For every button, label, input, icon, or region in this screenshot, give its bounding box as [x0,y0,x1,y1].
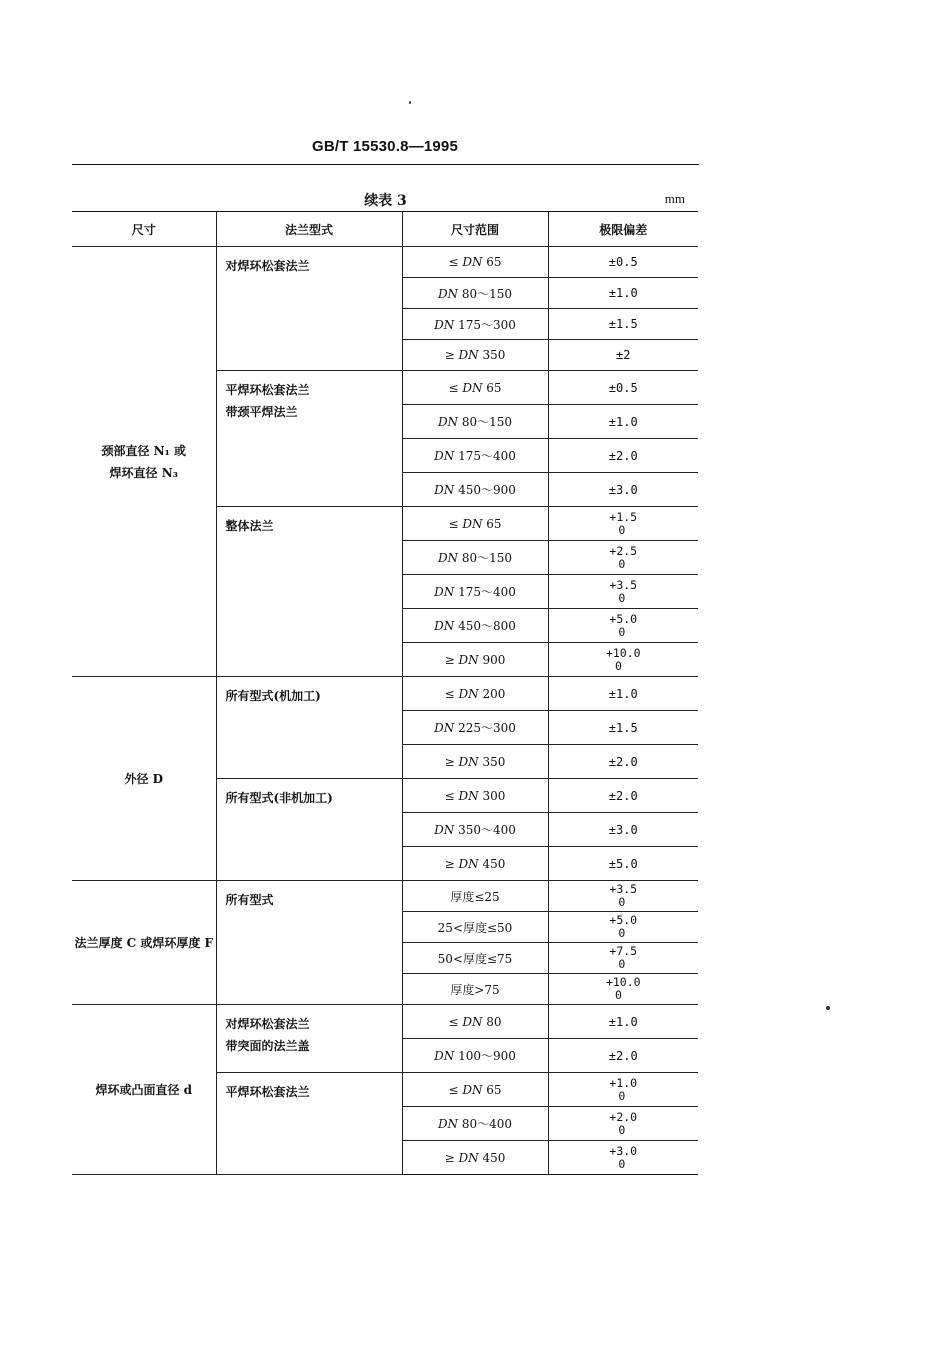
tolerance-stack [606,976,641,1002]
size-range-cell: DN 450～800 [402,609,548,643]
column-header: 极限偏差 [548,212,698,247]
size-range-cell: ≤ DN 65 [402,507,548,541]
table-body [72,247,698,1175]
dimension-label: 颈部直径 N₁ 或 [101,443,187,458]
tolerance-stack [609,1111,637,1137]
tolerance-stack [606,647,641,673]
tolerance-lower: 0 [618,590,626,605]
header-rule [72,164,699,165]
tolerance-upper: +5.0 [609,913,638,927]
size-range-cell: 厚度>75 [402,974,548,1005]
flange-form-label: 所有型式 [225,893,274,907]
tolerance-lower: 0 [618,522,626,537]
tolerance-stack [609,945,637,971]
tolerance-stack [609,1077,637,1103]
scan-speck [826,1006,830,1010]
tolerance-value: ±1.0 [608,414,638,429]
flange-form-label: 所有型式(非机加工) [225,791,333,805]
table-caption [72,188,699,210]
tolerance-lower: 0 [618,957,626,971]
tolerance-cell [548,745,698,779]
tolerance-upper: +10.0 [605,645,641,660]
size-range-cell: 25<厚度≤50 [402,912,548,943]
tolerance-lower: 0 [618,1156,626,1171]
tolerance-cell [548,847,698,881]
tolerance-cell [548,278,698,309]
size-range-cell: ≤ DN 65 [402,1073,548,1107]
tolerance-cell [548,405,698,439]
dimension-label: 焊环或凸面直径 d [95,1082,193,1097]
tolerance-cell [548,575,698,609]
tolerance-lower: 0 [614,988,622,1002]
size-range-cell: DN 175～400 [402,575,548,609]
tolerance-stack [609,914,637,940]
tolerance-value: ±3.0 [608,822,638,837]
scan-speck [409,101,411,104]
flange-form-label: 对焊环松套法兰 [225,1017,310,1031]
size-range-cell: DN 175～300 [402,309,548,340]
tolerance-cell [548,813,698,847]
tolerance-cell [548,779,698,813]
size-range-cell: DN 100～900 [402,1039,548,1073]
tolerance-cell [548,1039,698,1073]
tolerance-value: ±1.5 [608,317,638,331]
flange-form-label: 整体法兰 [225,519,274,533]
tolerance-value: ±1.0 [608,686,638,701]
size-range-cell: ≤ DN 300 [402,779,548,813]
tolerance-cell [548,473,698,507]
tolerance-cell [548,943,698,974]
tolerance-upper: +5.0 [609,611,638,626]
tolerance-lower: 0 [618,1122,626,1137]
tolerance-upper: +3.0 [609,1143,638,1158]
flange-form-cell [216,779,402,881]
size-range-cell: ≥ DN 450 [402,847,548,881]
tolerance-value: ±3.0 [608,482,638,497]
size-range-cell: 50<厚度≤75 [402,943,548,974]
table-unit: mm [664,191,685,206]
flange-form-label: 带突面的法兰盖 [225,1039,310,1053]
tolerance-value: ±1.5 [608,720,638,735]
table-row [72,247,698,278]
tolerance-value: ±2.0 [608,1048,638,1063]
table-row [72,881,698,912]
tolerance-cell [548,340,698,371]
table-title: 续表 3 [364,193,407,209]
size-range-cell: DN 175～400 [402,439,548,473]
tolerance-upper: +1.5 [609,509,638,524]
tolerance-value: ±0.5 [608,255,638,269]
flange-form-cell [216,371,402,507]
tolerance-upper: +10.0 [605,975,641,989]
dimension-label: 法兰厚度 C 或焊环厚度 F [74,935,214,950]
size-range-cell: DN 350～400 [402,813,548,847]
tolerance-value: ±5.0 [608,856,638,871]
size-range-cell: ≤ DN 200 [402,677,548,711]
tolerance-upper: +3.5 [609,577,638,592]
tolerance-cell [548,1141,698,1175]
size-range-cell: ≥ DN 900 [402,643,548,677]
tolerance-cell [548,309,698,340]
tolerance-cell [548,643,698,677]
dimension-label: 焊环直径 N₃ [109,465,178,480]
dimension-cell [72,1005,216,1175]
tolerance-value: ±2.0 [608,788,638,803]
tolerance-value: ±2.0 [608,448,638,463]
dimension-cell [72,881,216,1005]
size-range-cell: DN 80～150 [402,278,548,309]
flange-form-label: 平焊环松套法兰 [225,1085,310,1099]
tolerance-cell [548,912,698,943]
tolerance-upper: +2.0 [609,1109,638,1124]
flange-form-label: 对焊环松套法兰 [225,259,310,273]
tolerance-upper: +2.5 [609,543,638,558]
flange-form-cell [216,881,402,1005]
size-range-cell: ≤ DN 80 [402,1005,548,1039]
tolerance-value: ±2 [616,348,631,362]
size-range-cell: DN 80～400 [402,1107,548,1141]
tolerance-value: ±0.5 [608,380,638,395]
dimension-label: 外径 D [124,771,164,786]
tolerance-lower: 0 [618,1088,626,1103]
dimension-cell [72,247,216,677]
size-range-cell: ≤ DN 65 [402,247,548,278]
dimension-cell [72,677,216,881]
tolerance-upper: +1.0 [609,1075,638,1090]
flange-form-cell [216,1005,402,1073]
flange-form-label: 平焊环松套法兰 [225,383,310,397]
tolerance-cell [548,974,698,1005]
tolerance-stack [609,1145,637,1171]
tolerance-value: ±1.0 [608,1014,638,1029]
tolerance-lower: 0 [618,926,626,940]
table-row [72,677,698,711]
column-header: 尺寸 [72,212,216,247]
tolerance-cell [548,507,698,541]
tolerance-table [72,211,698,1175]
tolerance-stack [609,545,637,571]
tolerance-cell [548,1073,698,1107]
table-row [72,1005,698,1039]
size-range-cell: ≥ DN 450 [402,1141,548,1175]
tolerance-cell [548,371,698,405]
tolerance-lower: 0 [618,624,626,639]
size-range-cell: DN 80～150 [402,405,548,439]
tolerance-lower: 0 [618,895,626,909]
flange-form-cell [216,507,402,677]
tolerance-cell [548,677,698,711]
tolerance-lower: 0 [614,658,622,673]
size-range-cell: DN 80～150 [402,541,548,575]
tolerance-cell [548,439,698,473]
tolerance-cell [548,541,698,575]
table-header-row [72,212,698,247]
size-range-cell: 厚度≤25 [402,881,548,912]
tolerance-cell [548,247,698,278]
flange-form-cell [216,1073,402,1175]
size-range-cell: ≤ DN 65 [402,371,548,405]
tolerance-value: ±2.0 [608,754,638,769]
tolerance-cell [548,1107,698,1141]
tolerance-cell [548,1005,698,1039]
tolerance-stack [609,613,637,639]
column-header: 法兰型式 [216,212,402,247]
size-range-cell: DN 225～300 [402,711,548,745]
column-header: 尺寸范围 [402,212,548,247]
tolerance-lower: 0 [618,556,626,571]
tolerance-upper: +7.5 [609,944,638,958]
tolerance-value: ±1.0 [608,286,638,300]
tolerance-stack [609,511,637,537]
size-range-cell: ≥ DN 350 [402,340,548,371]
tolerance-stack [609,579,637,605]
tolerance-cell [548,609,698,643]
size-range-cell: ≥ DN 350 [402,745,548,779]
flange-form-label: 带颈平焊法兰 [225,405,298,419]
tolerance-upper: +3.5 [609,882,638,896]
tolerance-stack [609,883,637,909]
tolerance-cell [548,881,698,912]
tolerance-cell [548,711,698,745]
flange-form-label: 所有型式(机加工) [225,689,321,703]
standard-code: GB/T 15530.8—1995 [312,138,458,155]
flange-form-cell [216,677,402,779]
size-range-cell: DN 450～900 [402,473,548,507]
flange-form-cell [216,247,402,371]
